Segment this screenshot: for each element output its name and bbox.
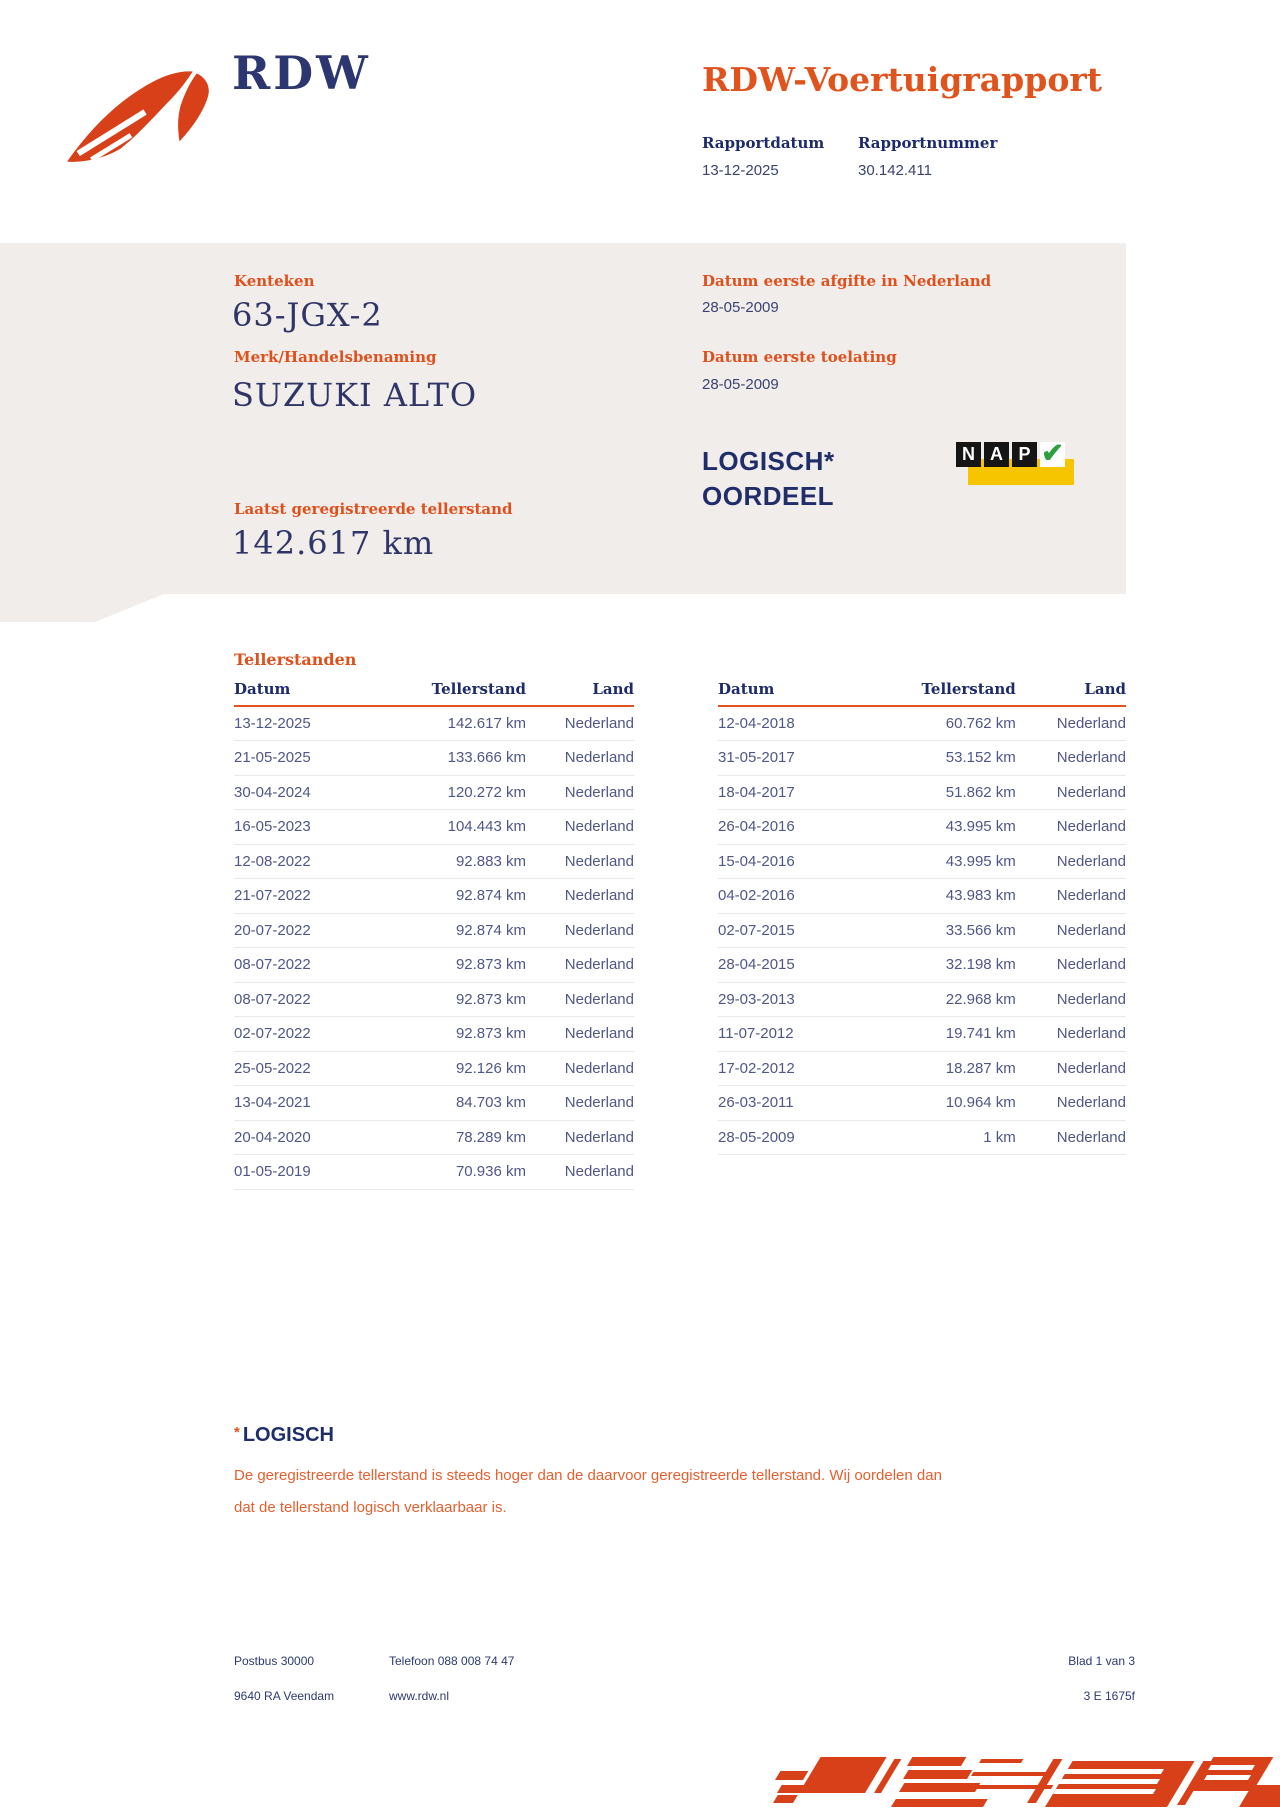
footnote-asterisk: * bbox=[234, 1424, 240, 1441]
cell-land: Nederland bbox=[526, 948, 634, 983]
table-row bbox=[718, 1051, 1126, 1086]
cell-land: Nederland bbox=[1016, 810, 1126, 845]
cell-land: Nederland bbox=[526, 879, 634, 914]
afgifte-label: Datum eerste afgifte in Nederland bbox=[702, 272, 992, 290]
kenteken-value: 63-JGX-2 bbox=[232, 296, 383, 334]
footer-address-line1: Postbus 30000 bbox=[234, 1654, 315, 1668]
table-row bbox=[234, 1155, 634, 1190]
cell-tellerstand: 78.289 km bbox=[394, 1120, 526, 1155]
rapportdatum-value: 13-12-2025 bbox=[702, 162, 779, 179]
cell-land: Nederland bbox=[526, 982, 634, 1017]
cell-datum: 28-04-2015 bbox=[718, 948, 881, 983]
cell-datum: 13-04-2021 bbox=[234, 1086, 394, 1121]
table-row bbox=[718, 1017, 1126, 1052]
footer-doc-code: 3 E 1675f bbox=[1083, 1689, 1135, 1703]
cell-tellerstand: 92.873 km bbox=[394, 1017, 526, 1052]
cell-tellerstand: 104.443 km bbox=[394, 810, 526, 845]
tellerstanden-table-right bbox=[718, 680, 1126, 1155]
cell-tellerstand: 92.873 km bbox=[394, 948, 526, 983]
cell-datum: 29-03-2013 bbox=[718, 982, 881, 1017]
cell-datum: 08-07-2022 bbox=[234, 982, 394, 1017]
cell-land: Nederland bbox=[1016, 913, 1126, 948]
cell-datum: 20-07-2022 bbox=[234, 913, 394, 948]
table-row bbox=[718, 982, 1126, 1017]
cell-datum: 18-04-2017 bbox=[718, 775, 881, 810]
cell-tellerstand: 142.617 km bbox=[394, 706, 526, 741]
rapportnummer-label: Rapportnummer bbox=[858, 134, 998, 152]
footer-phone: Telefoon 088 008 74 47 bbox=[389, 1654, 515, 1668]
table-row bbox=[718, 775, 1126, 810]
cell-land: Nederland bbox=[526, 741, 634, 776]
cell-tellerstand: 92.126 km bbox=[394, 1051, 526, 1086]
cell-land: Nederland bbox=[526, 1051, 634, 1086]
cell-datum: 11-07-2012 bbox=[718, 1017, 881, 1052]
table-row bbox=[234, 913, 634, 948]
table-row bbox=[234, 741, 634, 776]
cell-land: Nederland bbox=[526, 810, 634, 845]
table-row bbox=[234, 1017, 634, 1052]
cell-tellerstand: 10.964 km bbox=[881, 1086, 1016, 1121]
cell-datum: 28-05-2009 bbox=[718, 1120, 881, 1155]
tellerstanden-heading: Tellerstanden bbox=[234, 650, 357, 669]
cell-tellerstand: 92.883 km bbox=[394, 844, 526, 879]
cell-datum: 15-04-2016 bbox=[718, 844, 881, 879]
cell-land: Nederland bbox=[1016, 1017, 1126, 1052]
toelating-value: 28-05-2009 bbox=[702, 376, 779, 393]
footnote-heading-text: LOGISCH bbox=[242, 1424, 334, 1446]
table-row bbox=[234, 1051, 634, 1086]
kenteken-label: Kenteken bbox=[234, 272, 315, 290]
cell-tellerstand: 92.874 km bbox=[394, 879, 526, 914]
cell-land: Nederland bbox=[526, 1017, 634, 1052]
col-header-land: Land bbox=[1016, 680, 1126, 706]
table-header-row bbox=[718, 680, 1126, 706]
table-row bbox=[234, 844, 634, 879]
cell-tellerstand: 1 km bbox=[881, 1120, 1016, 1155]
oordeel-word: OORDEEL bbox=[702, 481, 835, 511]
footer-website: www.rdw.nl bbox=[389, 1689, 450, 1703]
cell-land: Nederland bbox=[1016, 844, 1126, 879]
col-header-land: Land bbox=[526, 680, 634, 706]
cell-tellerstand: 84.703 km bbox=[394, 1086, 526, 1121]
nap-letter-a: A bbox=[984, 442, 1009, 467]
rapportdatum-label: Rapportdatum bbox=[702, 134, 825, 152]
cell-land: Nederland bbox=[1016, 982, 1126, 1017]
table-row bbox=[234, 982, 634, 1017]
nap-letter-p: P bbox=[1012, 442, 1037, 467]
vehicle-panel bbox=[0, 243, 1126, 594]
cell-land: Nederland bbox=[1016, 706, 1126, 741]
table-row bbox=[718, 913, 1126, 948]
cell-land: Nederland bbox=[1016, 741, 1126, 776]
cell-datum: 13-12-2025 bbox=[234, 706, 394, 741]
cell-datum: 02-07-2022 bbox=[234, 1017, 394, 1052]
footnote-heading bbox=[234, 1424, 334, 1447]
vehicle-panel-tail bbox=[0, 594, 164, 622]
nap-letter-n: N bbox=[956, 442, 981, 467]
cell-datum: 04-02-2016 bbox=[718, 879, 881, 914]
footer-address-line2: 9640 RA Veendam bbox=[234, 1689, 335, 1703]
tellerstanden-table-left bbox=[234, 680, 634, 1190]
merk-value: SUZUKI ALTO bbox=[232, 376, 478, 414]
rapportnummer-value: 30.142.411 bbox=[858, 162, 932, 179]
oordeel-block bbox=[702, 444, 835, 514]
cell-datum: 02-07-2015 bbox=[718, 913, 881, 948]
cell-datum: 25-05-2022 bbox=[234, 1051, 394, 1086]
cell-tellerstand: 18.287 km bbox=[881, 1051, 1016, 1086]
nap-logo bbox=[956, 438, 1074, 492]
footnote-line-2: dat de tellerstand logisch verklaarbaar is. bbox=[234, 1499, 507, 1516]
cell-tellerstand: 33.566 km bbox=[881, 913, 1016, 948]
cell-tellerstand: 120.272 km bbox=[394, 775, 526, 810]
table-row bbox=[718, 879, 1126, 914]
table-row bbox=[234, 810, 634, 845]
laatste-tellerstand-label: Laatst geregistreerde tellerstand bbox=[234, 500, 513, 518]
cell-datum: 12-08-2022 bbox=[234, 844, 394, 879]
cell-land: Nederland bbox=[1016, 879, 1126, 914]
col-header-tellerstand: Tellerstand bbox=[394, 680, 526, 706]
cell-tellerstand: 43.995 km bbox=[881, 844, 1016, 879]
cell-land: Nederland bbox=[526, 775, 634, 810]
cell-tellerstand: 43.995 km bbox=[881, 810, 1016, 845]
table-row bbox=[718, 741, 1126, 776]
report-meta bbox=[702, 134, 1014, 179]
rdw-feather-logo-icon bbox=[64, 56, 216, 166]
cell-land: Nederland bbox=[1016, 1051, 1126, 1086]
cell-tellerstand: 133.666 km bbox=[394, 741, 526, 776]
col-header-datum: Datum bbox=[234, 680, 394, 706]
toelating-label: Datum eerste toelating bbox=[702, 348, 897, 366]
cell-land: Nederland bbox=[1016, 1120, 1126, 1155]
table-row bbox=[234, 1086, 634, 1121]
table-row bbox=[234, 879, 634, 914]
cell-datum: 21-07-2022 bbox=[234, 879, 394, 914]
table-row bbox=[718, 1120, 1126, 1155]
col-header-tellerstand: Tellerstand bbox=[881, 680, 1016, 706]
cell-datum: 31-05-2017 bbox=[718, 741, 881, 776]
cell-tellerstand: 51.862 km bbox=[881, 775, 1016, 810]
table-row bbox=[234, 706, 634, 741]
table-row bbox=[718, 844, 1126, 879]
table-row bbox=[234, 775, 634, 810]
cell-tellerstand: 60.762 km bbox=[881, 706, 1016, 741]
cell-tellerstand: 19.741 km bbox=[881, 1017, 1016, 1052]
cell-tellerstand: 53.152 km bbox=[881, 741, 1016, 776]
table-row bbox=[718, 706, 1126, 741]
footer-page-info: Blad 1 van 3 bbox=[1068, 1654, 1135, 1668]
cell-tellerstand: 92.873 km bbox=[394, 982, 526, 1017]
laatste-tellerstand-value: 142.617 km bbox=[232, 524, 435, 562]
cell-land: Nederland bbox=[526, 844, 634, 879]
logo-wordmark: RDW bbox=[232, 46, 371, 100]
cell-land: Nederland bbox=[1016, 948, 1126, 983]
cell-land: Nederland bbox=[526, 1120, 634, 1155]
cell-land: Nederland bbox=[526, 1086, 634, 1121]
table-row bbox=[718, 1086, 1126, 1121]
footnote-line-1: De geregistreerde tellerstand is steeds hoger dan de daarvoor geregistreerde tellerstand. Wij oordelen dan bbox=[234, 1467, 942, 1484]
cell-datum: 16-05-2023 bbox=[234, 810, 394, 845]
cell-datum: 01-05-2019 bbox=[234, 1155, 394, 1190]
cell-datum: 12-04-2018 bbox=[718, 706, 881, 741]
cell-land: Nederland bbox=[1016, 775, 1126, 810]
afgifte-value: 28-05-2009 bbox=[702, 299, 779, 316]
cell-tellerstand: 22.968 km bbox=[881, 982, 1016, 1017]
cell-land: Nederland bbox=[526, 913, 634, 948]
cell-datum: 17-02-2012 bbox=[718, 1051, 881, 1086]
footnote-body bbox=[234, 1460, 1164, 1524]
page-footer bbox=[234, 1654, 1135, 1724]
col-header-datum: Datum bbox=[718, 680, 881, 706]
nap-check-icon: ✔ bbox=[1041, 438, 1064, 468]
cell-land: Nederland bbox=[1016, 1086, 1126, 1121]
page-title: RDW-Voertuigrapport bbox=[702, 60, 1102, 99]
page-decoration-stripes-icon bbox=[773, 1755, 1280, 1810]
cell-datum: 30-04-2024 bbox=[234, 775, 394, 810]
merk-label: Merk/Handelsbenaming bbox=[234, 348, 437, 366]
table-header-row bbox=[234, 680, 634, 706]
cell-datum: 21-05-2025 bbox=[234, 741, 394, 776]
cell-datum: 08-07-2022 bbox=[234, 948, 394, 983]
table-row bbox=[234, 948, 634, 983]
cell-tellerstand: 43.983 km bbox=[881, 879, 1016, 914]
table-row bbox=[718, 948, 1126, 983]
cell-tellerstand: 32.198 km bbox=[881, 948, 1016, 983]
table-row bbox=[718, 810, 1126, 845]
table-row bbox=[234, 1120, 634, 1155]
cell-datum: 20-04-2020 bbox=[234, 1120, 394, 1155]
cell-datum: 26-04-2016 bbox=[718, 810, 881, 845]
oordeel-value: LOGISCH* bbox=[702, 446, 835, 476]
cell-land: Nederland bbox=[526, 1155, 634, 1190]
cell-land: Nederland bbox=[526, 706, 634, 741]
cell-tellerstand: 92.874 km bbox=[394, 913, 526, 948]
cell-datum: 26-03-2011 bbox=[718, 1086, 881, 1121]
cell-tellerstand: 70.936 km bbox=[394, 1155, 526, 1190]
